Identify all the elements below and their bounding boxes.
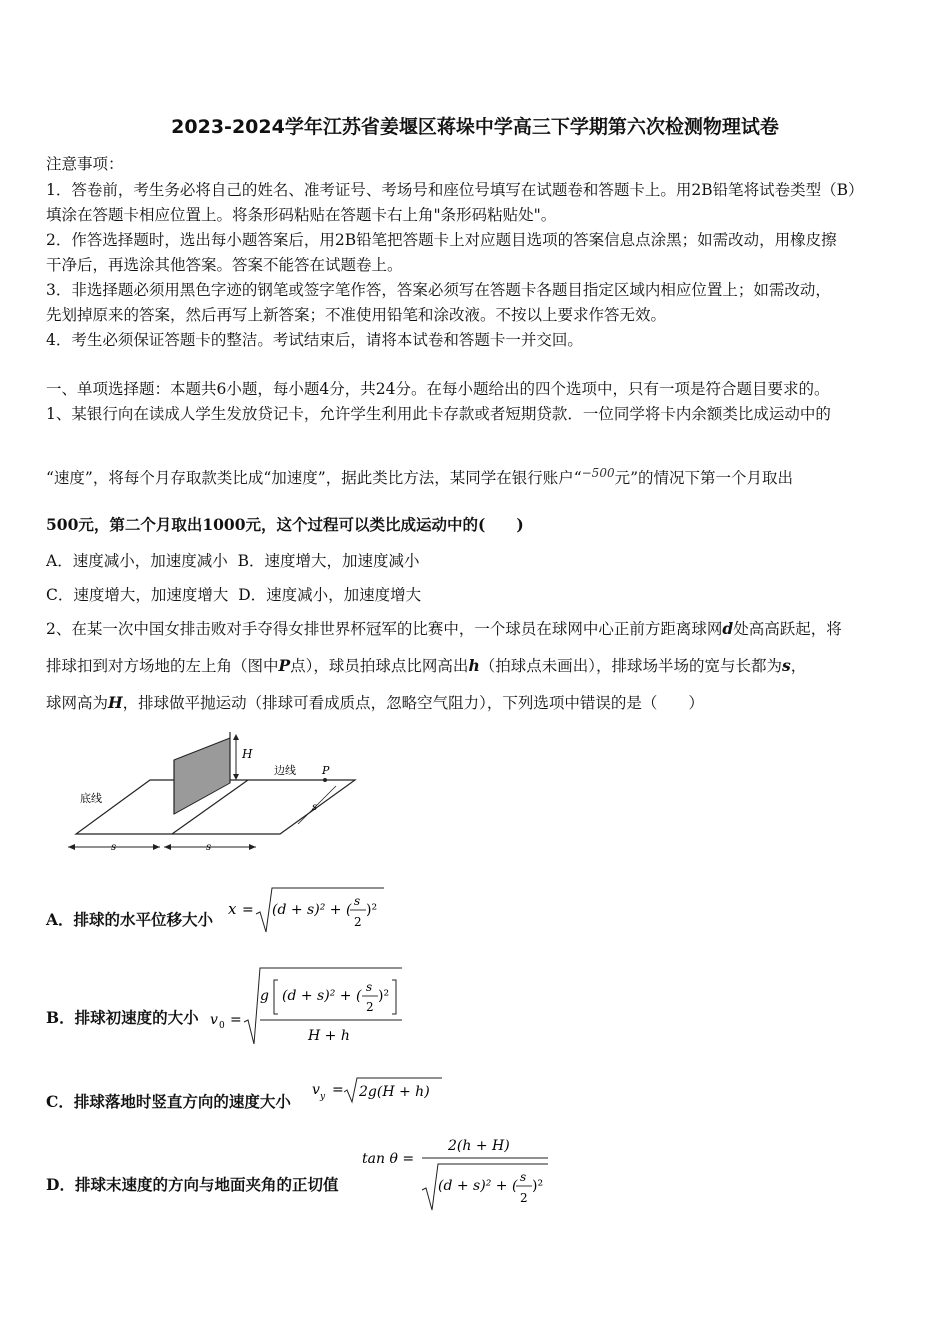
- net: [174, 738, 230, 814]
- dimension-arrow: [153, 844, 160, 850]
- var-h: h: [468, 656, 480, 675]
- notice-heading: 注意事项：: [46, 155, 124, 173]
- label-P: P: [322, 764, 330, 777]
- q1-stem-part: 元”的情况下第一个月取出: [614, 469, 794, 487]
- bracket-left: [274, 980, 278, 1014]
- q1-stem-line3: 500元，第二个月取出1000元，这个过程可以类比成运动中的( ): [46, 515, 524, 534]
- bracket-right: [392, 980, 396, 1014]
- notice-line: 先划掉原来的答案，然后再写上新答案；不准使用铅笔和涂改液。不按以上要求作答无效。: [46, 306, 667, 324]
- formula-b-den: H + h: [308, 1028, 350, 1044]
- formula-a-frac-num: s: [354, 894, 361, 908]
- q1-stem-part: “速度”，将每个月存取款类比成“加速度”，据此类比方法，某同学在银行账户“: [46, 469, 582, 487]
- notice-line: 2．作答选择题时，选出每小题答案后，用2B铅笔把答题卡上对应题目选项的答案信息点涂黑；如需改动，用橡皮擦: [46, 231, 837, 249]
- formula-d-inner: (d + s)² + (: [438, 1178, 518, 1194]
- height-arrow-head: [233, 734, 239, 740]
- formula-b-frac-den: 2: [366, 1000, 374, 1014]
- formula-b-tail: )²: [378, 988, 390, 1004]
- formula-c-rhs: 2g(H + h): [359, 1084, 430, 1100]
- formula-a-tail: )²: [366, 902, 378, 918]
- q2-stem-part: （拍球点未画出），排球场半场的宽与长都为: [479, 657, 782, 675]
- formula-a-inner: (d + s)² + (: [272, 902, 352, 918]
- formula-b-lhs: v: [210, 1012, 218, 1028]
- notice-line: 4．考生必须保证答题卡的整洁。考试结束后，请将本试卷和答题卡一并交回。: [46, 331, 583, 349]
- var-P: P: [278, 656, 291, 675]
- notice-line: 3．非选择题必须用黑色字迹的钢笔或签字笔作答，答案必须写在答题卡各题目指定区域内相应位置上；如需改动，: [46, 281, 831, 299]
- formula-d: [360, 1130, 555, 1214]
- formula-d-frac-num: s: [520, 1170, 527, 1184]
- formula-b-eq: =: [230, 1012, 242, 1028]
- label-sideline: 边线: [274, 764, 296, 777]
- formula-d-lhs: tan θ =: [362, 1151, 415, 1167]
- q1-option-a[interactable]: A．速度减小，加速度减小: [46, 552, 228, 570]
- q2-stem-line1: [46, 617, 842, 639]
- q2-stem-part: 排球扣到对方场地的左上角（图中: [46, 657, 279, 675]
- formula-a-eq: =: [242, 902, 254, 918]
- q2-stem-line3: [46, 691, 704, 713]
- formula-b: [208, 962, 408, 1048]
- formula-b-g: g: [260, 988, 269, 1004]
- q1-amount: −500: [581, 466, 615, 480]
- dimension-arrow: [68, 844, 75, 850]
- label-s-left: s: [111, 842, 117, 853]
- formula-a-lhs: x: [228, 900, 237, 918]
- var-d: d: [722, 619, 734, 638]
- q1-option-b[interactable]: B．速度增大，加速度减小: [237, 552, 420, 570]
- q2-stem-part: 2、在某一次中国女排击败对手夺得女排世界杯冠军的比赛中，一个球员在球网中心正前方距离球网: [46, 620, 723, 638]
- formula-c-sub: y: [320, 1092, 326, 1102]
- point-P: [323, 778, 327, 782]
- q2-stem-part: 处高高跃起，将: [733, 620, 842, 638]
- formula-c-lhs: v: [312, 1082, 320, 1098]
- page-title: 2023-2024学年江苏省姜堰区蒋垛中学高三下学期第六次检测物理试卷: [171, 116, 779, 138]
- q2-stem-part: ，排球做平抛运动（排球可看成质点，忽略空气阻力），下列选项中错误的是（ ）: [122, 694, 704, 712]
- q2-option-c[interactable]: C．排球落地时竖直方向的速度大小: [46, 1092, 291, 1111]
- q2-option-a[interactable]: A．排球的水平位移大小: [46, 910, 214, 929]
- q2-stem-part: ，: [790, 657, 807, 675]
- formula-d-tail: )²: [532, 1178, 544, 1194]
- dimension-arrow: [249, 844, 256, 850]
- height-arrow-head: [233, 774, 239, 780]
- label-H: H: [242, 747, 253, 761]
- label-s-side: s: [312, 802, 318, 813]
- dimension-arrow: [164, 844, 171, 850]
- formula-a-frac-den: 2: [354, 915, 362, 929]
- q1-options-row1: [46, 549, 419, 571]
- q1-stem-line2: [46, 466, 793, 488]
- q2-stem-part: 球网高为: [46, 694, 109, 712]
- formula-b-sub: 0: [219, 1021, 225, 1031]
- formula-c: [310, 1074, 450, 1110]
- q2-option-d[interactable]: D．排球末速度的方向与地面夹角的正切值: [46, 1175, 339, 1194]
- formula-d-frac-den: 2: [520, 1191, 528, 1205]
- var-H: H: [108, 693, 123, 712]
- notice-line: 填涂在答题卡相应位置上。将条形码粘贴在答题卡右上角"条形码粘贴处"。: [46, 206, 557, 224]
- q2-stem-line2: [46, 654, 806, 676]
- q1-options-row2: [46, 583, 421, 605]
- q1-option-d[interactable]: D．速度减小，加速度增大: [238, 586, 422, 604]
- label-baseline: 底线: [80, 792, 102, 805]
- notice-line: 干净后，再选涂其他答案。答案不能答在试题卷上。: [46, 256, 403, 274]
- q2-stem-part: 点），球员拍球点比网高出: [290, 657, 469, 675]
- formula-d-num: 2(h + H): [448, 1138, 510, 1154]
- notice-line: 1．答卷前，考生务必将自己的姓名、准考证号、考场号和座位号填写在试题卷和答题卡上。用2B铅笔将试卷类型（B）: [46, 181, 864, 199]
- label-s-right: s: [206, 842, 212, 853]
- q2-option-b[interactable]: B．排球初速度的大小: [46, 1008, 199, 1027]
- volleyball-court-figure: [60, 728, 370, 858]
- q1-option-c[interactable]: C．速度增大，加速度增大: [46, 586, 229, 604]
- q1-stem-line: 1、某银行向在读成人学生发放贷记卡，允许学生利用此卡存款或者短期贷款．一位同学将卡内余额类比成运动中的: [46, 405, 831, 423]
- formula-a: [226, 884, 396, 936]
- var-s: s: [781, 656, 791, 675]
- section-heading: 一、单项选择题：本题共6小题，每小题4分，共24分。在每小题给出的四个选项中，只有一项是符合题目要求的。: [46, 380, 830, 398]
- formula-c-eq: =: [332, 1082, 344, 1098]
- formula-b-inner: (d + s)² + (: [282, 988, 362, 1004]
- formula-b-frac-num: s: [366, 980, 373, 994]
